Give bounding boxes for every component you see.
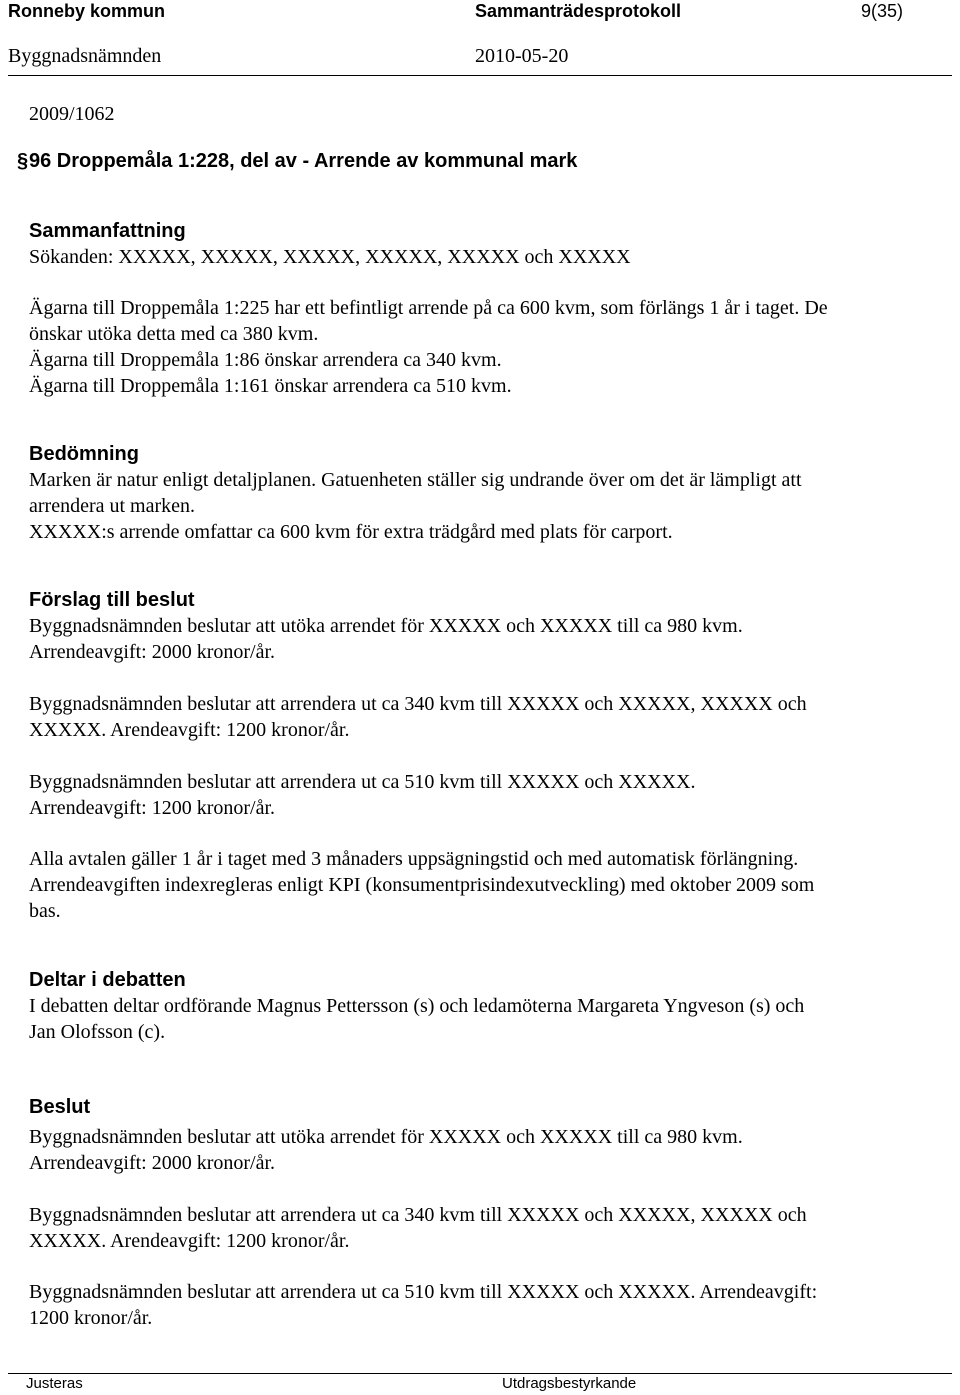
text-line: önskar utöka detta med ca 380 kvm. <box>29 323 319 345</box>
meeting-date: 2010-05-20 <box>475 45 569 67</box>
section-heading: Sammanfattning <box>29 220 186 242</box>
text-line: Ägarna till Droppemåla 1:225 har ett befintligt arrende på ca 600 kvm, som förlängs 1 år i taget. De <box>29 297 828 319</box>
page-number: 9(35) <box>861 1 904 21</box>
section-bedomning <box>29 441 934 545</box>
section-heading: Deltar i debatten <box>29 969 186 991</box>
text-line: Ägarna till Droppemåla 1:86 önskar arrendera ca 340 kvm. <box>29 349 502 371</box>
text-line: Arrendeavgift: 2000 kronor/år. <box>29 641 276 663</box>
footer-utdragsbestyrkande: Utdragsbestyrkande <box>502 1375 637 1392</box>
section-heading: Beslut <box>29 1096 91 1118</box>
document-type: Sammanträdesprotokoll <box>475 1 682 21</box>
committee-name: Byggnadsnämnden <box>8 45 162 67</box>
page-header <box>8 0 952 24</box>
text-line: Arrendeavgift: 1200 kronor/år. <box>29 797 276 819</box>
decision-paragraph <box>29 1124 934 1176</box>
page-subheader <box>8 44 952 70</box>
text-line: Byggnadsnämnden beslutar att utöka arrendet för XXXXX och XXXXX till ca 980 kvm. <box>29 1126 743 1148</box>
text-line: Arrendeavgift: 2000 kronor/år. <box>29 1152 276 1174</box>
footer-justeras: Justeras <box>26 1375 83 1392</box>
section-beslut <box>29 1094 934 1120</box>
text-line: I debatten deltar ordförande Magnus Pettersson (s) och ledamöterna Margareta Yngveson (s) och <box>29 995 805 1017</box>
item-title-text: 96 Droppemåla 1:228, del av - Arrende av kommunal mark <box>29 150 578 172</box>
text-line: Byggnadsnämnden beslutar att arrendera ut ca 510 kvm till XXXXX och XXXXX. Arrendeavgift: <box>29 1281 818 1303</box>
section-heading: Bedömning <box>29 443 139 465</box>
text-line: Jan Olofsson (c). <box>29 1021 166 1043</box>
text-line: XXXXX. Arendeavgift: 1200 kronor/år. <box>29 1230 350 1252</box>
text-line: Byggnadsnämnden beslutar att arrendera ut ca 510 kvm till XXXXX och XXXXX. <box>29 771 696 793</box>
proposal-paragraph <box>29 846 934 924</box>
summary-paragraph <box>29 295 934 399</box>
section-heading: Förslag till beslut <box>29 589 195 611</box>
text-line: Marken är natur enligt detaljplanen. Gatuenheten ställer sig undrande över om det är lämpligt att <box>29 469 802 491</box>
text-line: XXXXX. Arendeavgift: 1200 kronor/år. <box>29 719 350 741</box>
text-line: XXXXX:s arrende omfattar ca 600 kvm för extra trädgård med plats för carport. <box>29 521 673 543</box>
case-number: 2009/1062 <box>29 103 115 125</box>
decision-paragraph <box>29 1279 934 1331</box>
section-mark: § <box>17 150 29 172</box>
text-line: arrendera ut marken. <box>29 495 196 517</box>
applicants-line: Sökanden: XXXXX, XXXXX, XXXXX, XXXXX, XXXXX och XXXXX <box>29 246 631 268</box>
section-forslag <box>29 587 934 665</box>
municipality-name: Ronneby kommun <box>8 1 166 21</box>
footer-divider <box>8 1373 952 1374</box>
section-debatt <box>29 967 934 1045</box>
text-line: Byggnadsnämnden beslutar att utöka arrendet för XXXXX och XXXXX till ca 980 kvm. <box>29 615 743 637</box>
text-line: Byggnadsnämnden beslutar att arrendera ut ca 340 kvm till XXXXX och XXXXX, XXXXX och <box>29 693 807 715</box>
proposal-paragraph <box>29 691 934 743</box>
decision-paragraph <box>29 1202 934 1254</box>
section-sammanfattning <box>29 218 934 270</box>
item-title <box>17 148 577 174</box>
text-line: Arrendeavgiften indexregleras enligt KPI (konsumentprisindexutveckling) med oktober 2009 som <box>29 874 815 896</box>
text-line: Ägarna till Droppemåla 1:161 önskar arrendera ca 510 kvm. <box>29 375 512 397</box>
header-divider <box>8 75 952 76</box>
text-line: Alla avtalen gäller 1 år i taget med 3 månaders uppsägningstid och med automatisk förlängning. <box>29 848 799 870</box>
text-line: bas. <box>29 900 61 922</box>
text-line: Byggnadsnämnden beslutar att arrendera ut ca 340 kvm till XXXXX och XXXXX, XXXXX och <box>29 1204 807 1226</box>
proposal-paragraph <box>29 769 934 821</box>
text-line: 1200 kronor/år. <box>29 1307 153 1329</box>
